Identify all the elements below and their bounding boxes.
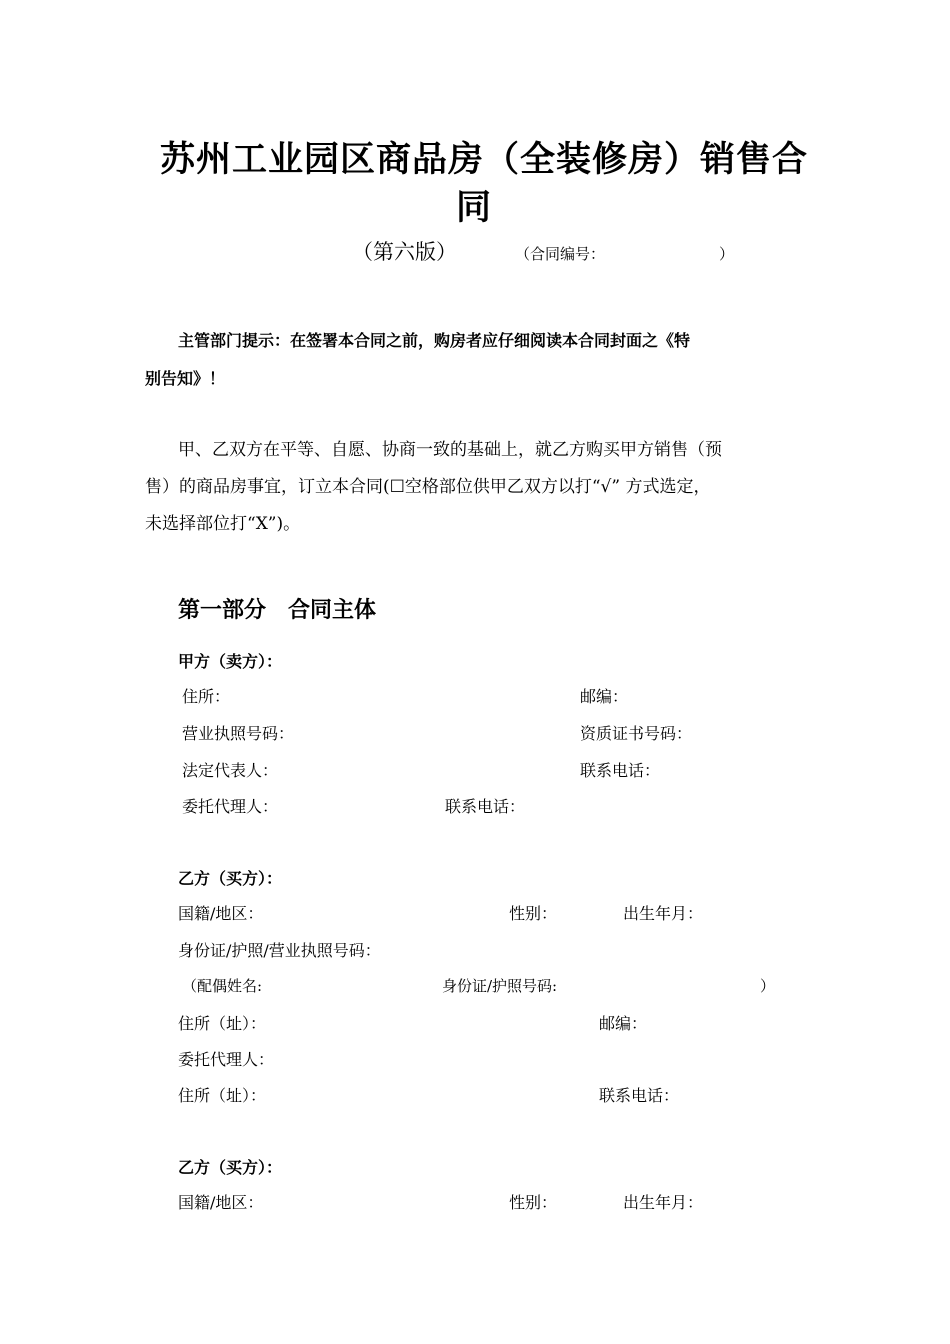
party-b2-birth: 出生年月： — [623, 1193, 704, 1212]
document-title-line1: 苏州工业园区商品房（全装修房）销售合 — [160, 140, 809, 180]
edition-label: （第六版） — [352, 240, 457, 264]
party-a-agent: 委托代理人： — [182, 797, 279, 816]
party-b1-birth: 出生年月： — [623, 904, 704, 923]
party-a-legal-rep: 法定代表人： — [182, 761, 279, 780]
party-a-license-no: 营业执照号码： — [182, 724, 295, 743]
party-a-qualification-no: 资质证书号码： — [580, 724, 693, 743]
party-b1-spouse-close: ） — [760, 977, 776, 995]
party-a-address: 住所： — [182, 687, 231, 706]
party-b1-heading: 乙方（买方）： — [178, 869, 283, 888]
section1-title: 第一部分 合同主体 — [178, 598, 377, 623]
party-b1-phone: 联系电话： — [599, 1086, 680, 1105]
party-b1-agent: 委托代理人： — [178, 1050, 275, 1069]
contract-number-close: ） — [719, 245, 735, 263]
party-b1-address: 住所（址）： — [178, 1014, 267, 1033]
party-b1-gender: 性别： — [509, 904, 558, 923]
party-a-phone: 联系电话： — [580, 761, 661, 780]
party-a-agent-phone: 联系电话： — [445, 797, 526, 816]
party-b1-spouse-id: 身份证/护照号码: — [442, 977, 558, 995]
notice-line1: 主管部门提示：在签署本合同之前，购房者应仔细阅读本合同封面之《特 — [178, 331, 691, 350]
party-b1-agent-address: 住所（址）： — [178, 1086, 267, 1105]
intro-line1: 甲、乙双方在平等、自愿、协商一致的基础上，就乙方购买甲方销售（预 — [178, 440, 722, 460]
party-b1-id-no: 身份证/护照/营业执照号码： — [178, 941, 381, 960]
party-a-heading: 甲方（卖方）： — [178, 652, 283, 671]
party-b2-nationality: 国籍/地区： — [178, 1193, 264, 1212]
notice-line2: 别告知》！ — [145, 369, 226, 388]
party-b2-heading: 乙方（买方）： — [178, 1158, 283, 1177]
party-b1-nationality: 国籍/地区： — [178, 904, 264, 923]
party-b2-gender: 性别： — [509, 1193, 558, 1212]
party-a-postcode: 邮编： — [580, 687, 629, 706]
intro-line3: 未选择部位打“X”)。 — [145, 514, 301, 534]
intro-line2: 售）的商品房事宜，订立本合同(☐空格部位供甲乙双方以打“√” 方式选定， — [145, 477, 711, 497]
party-b1-postcode: 邮编： — [599, 1014, 648, 1033]
contract-number-label: （合同编号： — [515, 245, 606, 263]
party-b1-spouse-name: （配偶姓名: — [182, 977, 263, 995]
document-title-line2: 同 — [456, 188, 493, 228]
